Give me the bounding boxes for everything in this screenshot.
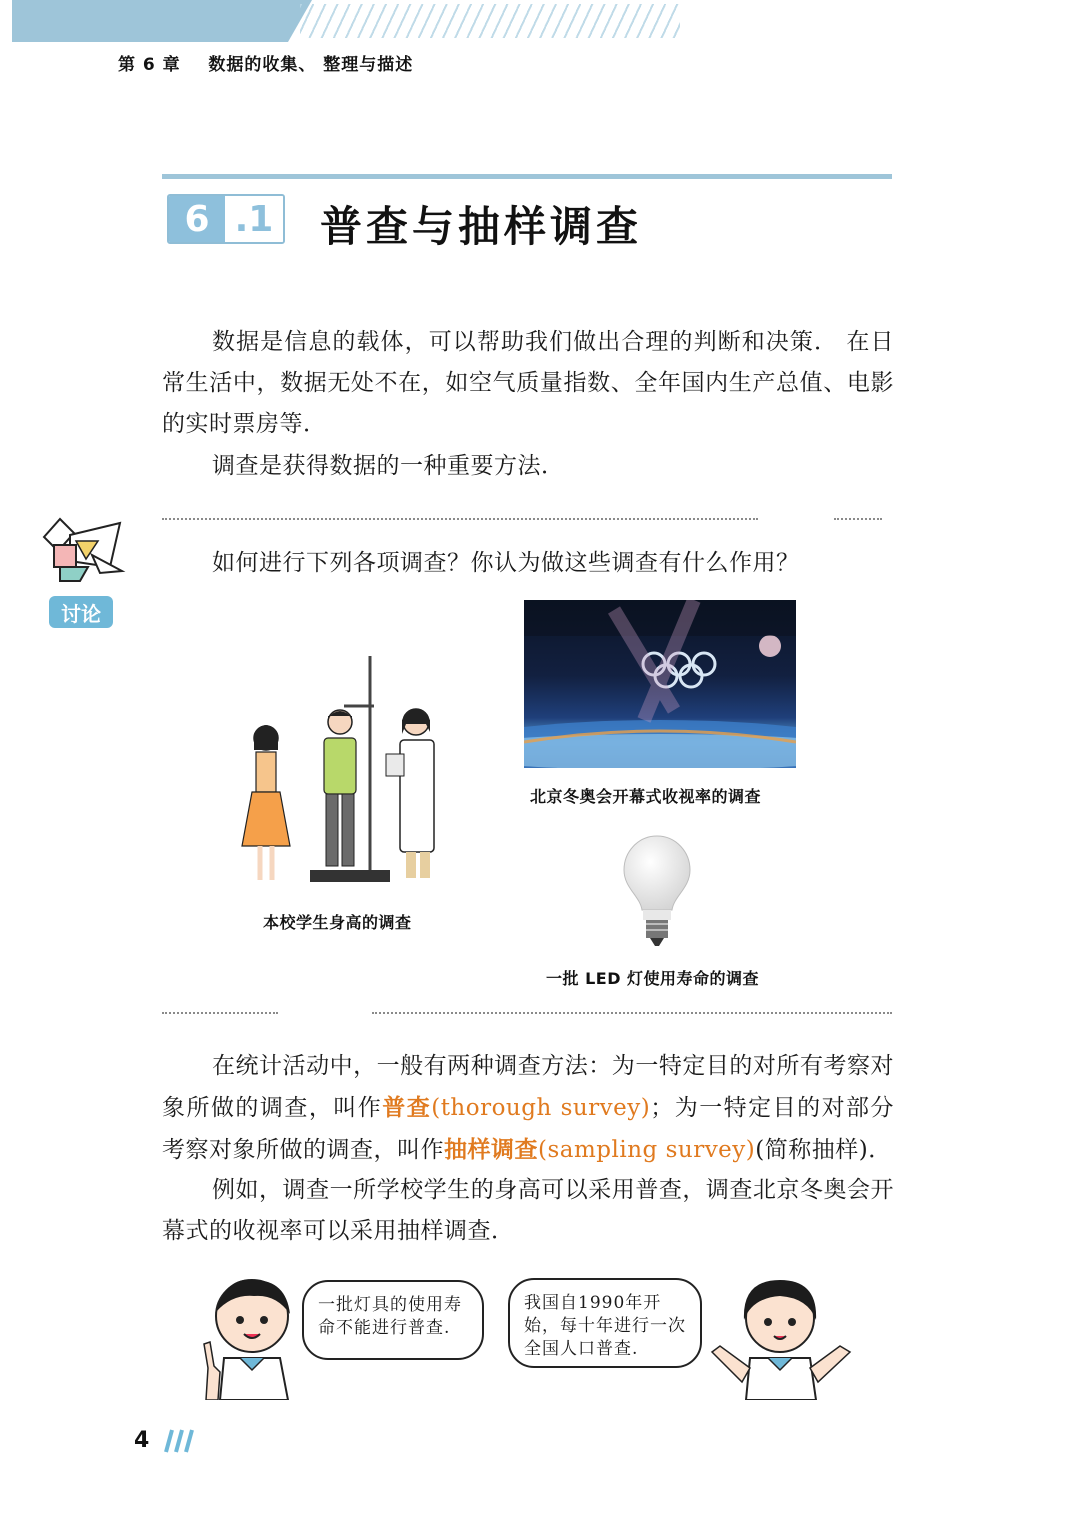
speech-bubble-girl: 我国自1990年开始，每十年进行一次全国人口普查.: [508, 1278, 702, 1368]
caption-height: 本校学生身高的调查: [263, 913, 412, 932]
header-band: [12, 0, 312, 42]
boy-character: [196, 1272, 300, 1400]
discussion-question: 如何进行下列各项调查？你认为做这些调查有什么作用？: [212, 550, 800, 576]
definition-text-b: ；为一特定目的对部分考察对象所做的调查，叫作: [162, 1095, 895, 1163]
caption-olympics: 北京冬奥会开幕式收视率的调查: [530, 787, 762, 806]
example-paragraph: 例如，调查一所学校学生的身高可以采用普查，调查北京冬奥会开幕式的收视率可以采用抽样调查．: [162, 1177, 894, 1244]
chapter-label: 第 6 章 数据的收集、 整理与描述: [118, 55, 414, 75]
led-bulb-illustration: [622, 834, 692, 948]
height-measurement-illustration: [240, 654, 460, 890]
section-title: 普查与抽样调查: [320, 202, 643, 251]
discussion-icon: [40, 515, 126, 587]
olympic-opening-photo: [524, 600, 796, 768]
separator-top-right: [834, 518, 882, 520]
term-thorough-survey: 普查: [382, 1094, 432, 1121]
girl-character: [706, 1272, 856, 1400]
term-sampling-survey: 抽样调查: [444, 1136, 538, 1163]
definition-text-a: 在统计活动中，一般有两种调查方法：为一特定目的对所有考察对象所做的调查，叫作: [162, 1053, 894, 1121]
term-thorough-survey-en: (thorough survey): [431, 1095, 651, 1121]
section-number-minor: .1: [225, 196, 283, 242]
separator-top-left: [162, 518, 758, 520]
term-sampling-survey-en: (sampling survey): [538, 1137, 756, 1163]
separator-bottom-right: [372, 1012, 892, 1014]
page-number: 4: [134, 1428, 150, 1453]
section-number-major: 6: [169, 196, 225, 242]
definition-paragraph: [162, 1046, 894, 1171]
title-rule: [162, 174, 892, 179]
separator-bottom-left: [162, 1012, 278, 1014]
header-hatch-decoration: [300, 4, 680, 38]
intro-paragraph-2: 调查是获得数据的一种重要方法．: [212, 453, 565, 479]
page-number-slashes-decoration: [158, 1428, 196, 1454]
discussion-badge: 讨论: [49, 596, 113, 628]
speech-bubble-boy: 一批灯具的使用寿命不能进行普查.: [302, 1280, 484, 1360]
caption-led: 一批 LED 灯使用寿命的调查: [546, 969, 760, 988]
intro-paragraph-1: 数据是信息的载体，可以帮助我们做出合理的判断和决策． 在日常生活中，数据无处不在，如空气质量指数、全年国内生产总值、电影的实时票房等．: [162, 329, 894, 437]
definition-text-c: (简称抽样)．: [755, 1137, 892, 1163]
section-number: [167, 194, 285, 244]
